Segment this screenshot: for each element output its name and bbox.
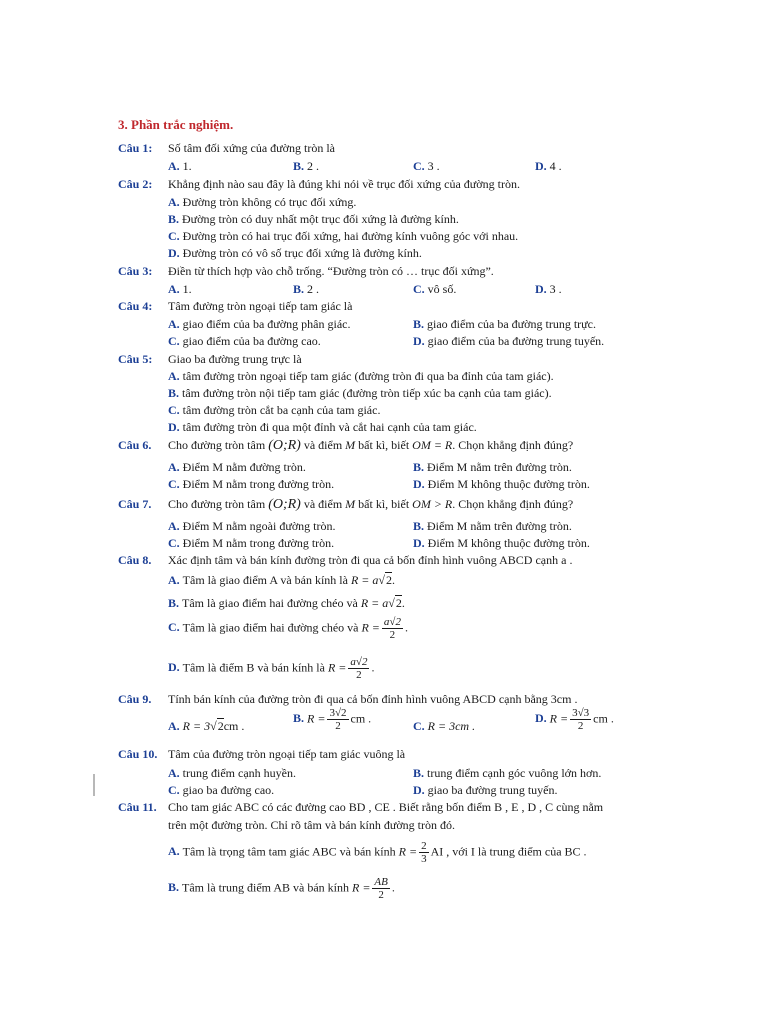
option-text: trung điểm cạnh góc vuông lớn hơn. <box>427 766 602 780</box>
question-label: Câu 7. <box>118 497 152 511</box>
option-text: . <box>391 880 395 895</box>
option-text: giao ba đường cao. <box>182 783 275 797</box>
fraction <box>382 616 403 641</box>
option-text: giao điểm của ba đường phân giác. <box>182 317 351 331</box>
option-d <box>413 475 590 493</box>
radius-formula: R = <box>398 844 418 859</box>
option-letter: D. <box>168 660 180 675</box>
question-label: Câu 11. <box>118 800 157 814</box>
circle-notation: (O;R) <box>268 497 301 512</box>
option-text: 1. <box>182 159 192 173</box>
question-label: Câu 10. <box>118 747 158 761</box>
option-letter: A. <box>168 460 180 474</box>
option-letter: A. <box>168 159 180 173</box>
option-b <box>413 315 596 333</box>
option-text: tâm đường tròn ngoại tiếp tam giác (đường tròn đi qua ba đỉnh của tam giác). <box>182 369 554 383</box>
radicand: 2 <box>386 573 392 587</box>
option-c <box>168 534 334 552</box>
option-a <box>168 193 356 211</box>
option-a <box>168 367 554 385</box>
option-letter: B. <box>413 766 425 780</box>
option-letter: B. <box>168 880 180 895</box>
option-letter: C. <box>168 477 180 491</box>
fraction-numerator: 2 <box>421 840 427 852</box>
option-letter: B. <box>168 596 180 610</box>
option-letter: C. <box>168 620 180 635</box>
option-a <box>168 157 192 175</box>
option-c <box>168 616 408 641</box>
option-text: Tâm là điểm B và bán kính là <box>182 660 325 675</box>
option-text: Điểm M nằm ngoài đường tròn. <box>182 519 336 533</box>
option-a <box>168 517 336 535</box>
radius-formula: R = <box>549 711 569 726</box>
option-text: giao ba đường trung tuyến. <box>427 783 558 797</box>
question-11 <box>118 798 603 816</box>
option-c <box>168 475 334 493</box>
option-text: AI , với I là trung điểm của BC . <box>430 844 587 859</box>
option-a <box>168 315 350 333</box>
option-d <box>413 534 590 552</box>
option-text: vô số. <box>427 282 457 296</box>
question-text: . Chọn khẳng định đúng? <box>452 438 574 452</box>
option-text: Tâm là giao điểm hai đường chéo và <box>182 620 359 635</box>
option-letter: A. <box>168 195 180 209</box>
option-text: 1. <box>182 282 192 296</box>
option-text: Đường tròn có duy nhất một trục đối xứng là đường kính. <box>182 212 459 226</box>
option-c <box>413 717 475 735</box>
option-d <box>168 244 422 262</box>
option-letter: A. <box>168 282 180 296</box>
option-text: tâm đường tròn cắt ba cạnh của tam giác. <box>182 403 381 417</box>
fraction-numerator: a√2 <box>383 616 401 628</box>
option-letter: B. <box>413 317 425 331</box>
radicand: 2 <box>395 596 402 610</box>
option-c <box>168 401 380 419</box>
fraction <box>419 840 429 865</box>
question-label: Câu 4: <box>118 299 153 313</box>
option-text: 2 . <box>307 282 320 296</box>
unit-text: cm . <box>350 711 372 726</box>
option-text: tâm đường tròn đi qua một đỉnh và cắt hai cạnh của tam giác. <box>182 420 477 434</box>
question-3 <box>118 262 494 280</box>
unit-text: cm . <box>223 719 245 733</box>
fraction <box>372 876 389 901</box>
option-text: tâm đường tròn nội tiếp tam giác (đường tròn tiếp xúc ba cạnh của tam giác). <box>182 386 552 400</box>
option-text: Điểm M nằm đường tròn. <box>182 460 306 474</box>
question-5 <box>118 350 302 368</box>
option-text: Điểm M nằm trên đường tròn. <box>427 460 572 474</box>
fraction <box>327 707 348 732</box>
option-text: Đường tròn có vô số trục đối xứng là đường kính. <box>182 246 422 260</box>
option-d <box>168 656 374 681</box>
option-b <box>293 280 319 298</box>
question-label: Câu 3: <box>118 264 153 278</box>
fraction-denominator: 2 <box>389 629 396 641</box>
option-letter: D. <box>413 536 425 550</box>
question-label: Câu 5: <box>118 352 153 366</box>
fraction-denominator: 2 <box>356 669 362 681</box>
option-d <box>535 157 562 175</box>
condition-notation: OM > R <box>412 497 453 511</box>
option-b <box>413 517 572 535</box>
option-b <box>168 210 459 228</box>
question-7 <box>118 495 573 514</box>
option-letter: D. <box>413 334 425 348</box>
radius-formula: R = <box>327 660 347 675</box>
option-letter: B. <box>293 711 305 726</box>
option-a: A. Tâm là giao điểm A và bán kính là R = a√2. <box>168 573 395 587</box>
radius-formula: R = a <box>360 596 389 610</box>
option-d <box>535 707 614 732</box>
question-text: Tâm của đường tròn ngoại tiếp tam giác vuông là <box>168 747 406 761</box>
option-letter: D. <box>535 711 547 726</box>
option-text: Tâm là trọng tâm tam giác ABC và bán kính <box>182 844 396 859</box>
option-text: R = 3cm . <box>427 719 476 733</box>
option-c <box>168 227 518 245</box>
option-letter: C. <box>168 783 180 797</box>
question-label: Câu 2: <box>118 177 153 191</box>
unit-text: cm . <box>593 711 614 726</box>
option-text: Điểm M nằm trong đường tròn. <box>182 536 335 550</box>
fraction <box>570 707 591 732</box>
question-text: bất kì, biết <box>358 438 410 452</box>
option-letter: C. <box>168 334 180 348</box>
option-letter: C. <box>413 282 425 296</box>
radicand: 2 <box>217 719 224 733</box>
fraction <box>348 656 369 681</box>
question-2 <box>118 175 520 193</box>
question-text: và điểm <box>303 497 343 511</box>
fraction-denominator: 2 <box>577 720 584 732</box>
option-letter: D. <box>168 420 180 434</box>
radius-formula: R = a <box>350 573 379 587</box>
option-d <box>413 332 604 350</box>
option-text: 3 . <box>427 159 440 173</box>
option-b <box>413 764 601 782</box>
question-text: Cho tam giác ABC có các đường cao BD , CE . Biết rằng bốn điểm B , E , D , C cùng nằm <box>168 800 604 814</box>
question-label: Câu 1: <box>118 141 153 155</box>
option-letter: D. <box>535 159 547 173</box>
option-letter: A. <box>168 369 180 383</box>
option-letter: A. <box>168 573 180 587</box>
margin-mark <box>93 774 95 796</box>
option-text: giao điểm của ba đường trung trực. <box>427 317 596 331</box>
option-a <box>168 764 296 782</box>
fraction-denominator: 2 <box>378 889 384 901</box>
option-text: Đường tròn có hai trục đối xứng, hai đường kính vuông góc với nhau. <box>182 229 519 243</box>
question-label: Câu 6. <box>118 438 152 452</box>
option-d <box>168 418 477 436</box>
fraction-denominator: 3 <box>421 853 427 865</box>
question-1 <box>118 139 335 157</box>
question-text: . Chọn khẳng định đúng? <box>452 497 574 511</box>
option-text: . <box>404 620 408 635</box>
radius-formula: R = <box>307 711 326 726</box>
fraction-numerator: a√2 <box>350 656 368 668</box>
question-8 <box>118 551 572 569</box>
question-11-continued: trên một đường tròn. Chỉ rõ tâm và bán kính đường tròn đó. <box>168 818 455 832</box>
option-letter: A. <box>168 844 180 859</box>
option-letter: C. <box>168 403 180 417</box>
option-letter: C. <box>413 159 425 173</box>
question-label: Câu 8. <box>118 553 152 567</box>
option-text: 3 . <box>549 282 562 296</box>
option-d <box>535 280 562 298</box>
option-letter: B. <box>293 282 305 296</box>
point-notation: M <box>345 497 356 511</box>
option-b <box>413 458 572 476</box>
question-text: Khẳng định nào sau đây là đúng khi nói về trục đối xứng của đường tròn. <box>168 177 520 191</box>
option-text: . <box>392 573 395 587</box>
option-text: Điểm M nằm trên đường tròn. <box>427 519 572 533</box>
fraction-numerator: AB <box>374 876 388 888</box>
option-letter: B. <box>413 460 425 474</box>
option-letter: B. <box>293 159 305 173</box>
option-b: B. Tâm là giao điểm hai đường chéo và R = a√2. <box>168 596 405 610</box>
question-text: Cho đường tròn tâm <box>168 438 266 452</box>
option-letter: A. <box>168 317 180 331</box>
option-letter: C. <box>168 536 180 550</box>
radius-formula: R = 3 <box>182 719 211 733</box>
question-text: và điểm <box>303 438 343 452</box>
option-letter: A. <box>168 519 180 533</box>
option-a <box>168 280 192 298</box>
option-text: Điểm M không thuộc đường tròn. <box>427 477 590 491</box>
option-text: giao điểm của ba đường trung tuyến. <box>427 334 605 348</box>
option-text: Đường tròn không có trục đối xứng. <box>182 195 357 209</box>
option-text: trung điểm cạnh huyền. <box>182 766 296 780</box>
question-10 <box>118 745 405 763</box>
option-text: Tâm là giao điểm hai đường chéo và <box>182 596 358 610</box>
question-text: Điền từ thích hợp vào chỗ trống. “Đường tròn có … trục đối xứng”. <box>168 264 494 278</box>
option-letter: C. <box>413 719 425 733</box>
section-title: 3. Phần trắc nghiệm. <box>118 117 234 132</box>
option-d <box>413 781 558 799</box>
option-letter: A. <box>168 766 180 780</box>
option-c <box>168 781 274 799</box>
option-letter: B. <box>413 519 425 533</box>
option-letter: C. <box>168 229 180 243</box>
question-text: bất kì, biết <box>358 497 410 511</box>
option-text: Tâm là trung điểm AB và bán kính <box>182 880 349 895</box>
option-a <box>168 840 587 865</box>
option-b <box>168 384 552 402</box>
fraction-denominator: 2 <box>335 720 341 732</box>
question-9 <box>118 690 577 708</box>
option-letter: D. <box>535 282 547 296</box>
option-letter: D. <box>413 477 425 491</box>
option-b <box>168 876 395 901</box>
option-text: Tâm là giao điểm A và bán kính là <box>182 573 348 587</box>
question-text: Tâm đường tròn ngoại tiếp tam giác là <box>168 299 353 313</box>
option-text: Điểm M nằm trong đường tròn. <box>182 477 335 491</box>
option-b <box>293 157 319 175</box>
fraction-numerator: 3√3 <box>572 707 590 719</box>
option-text: . <box>371 660 375 675</box>
condition-notation: OM = R <box>412 438 453 452</box>
option-b <box>293 707 371 732</box>
option-letter: D. <box>168 246 180 260</box>
option-text: Điểm M không thuộc đường tròn. <box>427 536 590 550</box>
fraction-numerator: 3√2 <box>329 707 347 719</box>
option-text: 4 . <box>549 159 562 173</box>
question-4 <box>118 297 352 315</box>
question-text: Tính bán kính của đường tròn đi qua cả bốn đỉnh hình vuông ABCD cạnh bằng 3cm . <box>168 692 578 706</box>
option-text: . <box>401 596 405 610</box>
radius-formula: R = <box>351 880 371 895</box>
question-text: Số tâm đối xứng của đường tròn là <box>168 141 335 155</box>
option-letter: B. <box>168 386 180 400</box>
question-6 <box>118 436 573 455</box>
option-letter: B. <box>168 212 180 226</box>
option-letter: A. <box>168 719 180 733</box>
question-text: Giao ba đường trung trực là <box>168 352 302 366</box>
circle-notation: (O;R) <box>268 438 301 453</box>
option-a <box>168 458 306 476</box>
option-text: 2 . <box>307 159 320 173</box>
option-c <box>413 280 456 298</box>
question-text: Cho đường tròn tâm <box>168 497 266 511</box>
radius-formula: R = <box>361 620 380 635</box>
option-text: giao điểm của ba đường cao. <box>182 334 321 348</box>
option-c <box>413 157 440 175</box>
option-c <box>168 332 321 350</box>
question-text: Xác định tâm và bán kính đường tròn đi qua cả bốn đỉnh hình vuông ABCD cạnh a . <box>168 553 573 567</box>
point-notation: M <box>345 438 356 452</box>
option-letter: D. <box>413 783 425 797</box>
option-a: A. R = 3√2cm . <box>168 719 245 733</box>
question-label: Câu 9. <box>118 692 152 706</box>
